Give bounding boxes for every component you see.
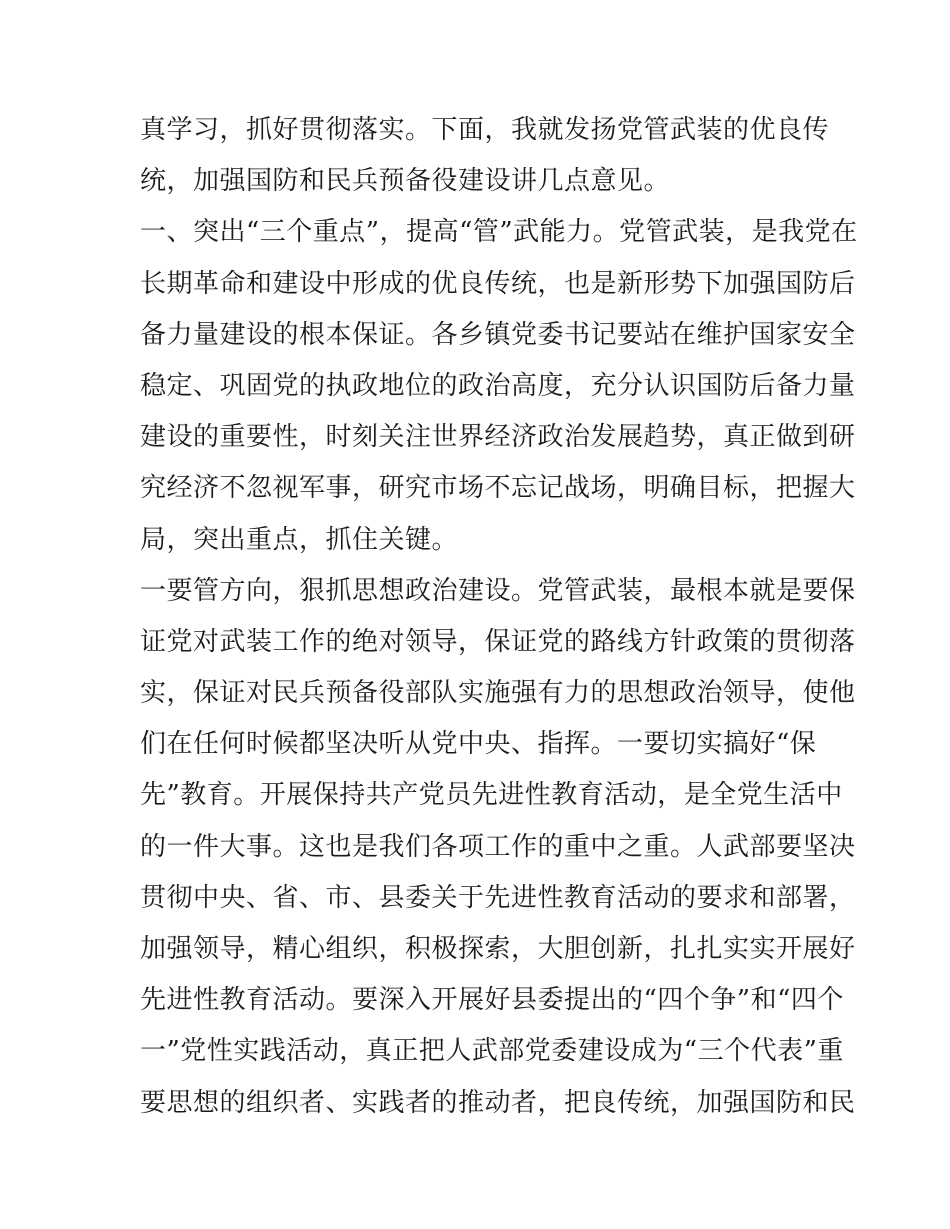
text-line-13: 们在任何时候都坚决听从党中央、指挥。一要切实搞好“保 [140,729,817,760]
text-line-20: 要思想的组织者、实践者的推动者，把良传统，加强国防和民 [140,1087,856,1118]
text-line-5: 备力量建设的根本保证。各乡镇党委书记要站在维护国家安全 [140,319,856,350]
text-line-14: 先”教育。开展保持共产党员先进性教育活动，是全党生活中 [140,780,843,811]
text-line-6: 稳定、巩固党的执政地位的政治高度，充分认识国防后备力量 [140,370,856,401]
text-line-9: 局，突出重点，抓住关键。 [140,524,459,555]
text-line-1: 真学习，抓好贯彻落实。下面，我就发扬党管武装的优良传 [140,115,830,145]
body-text [140,105,858,1129]
text-line-7: 建设的重要性，时刻关注世界经济政治发展趋势，真正做到研 [140,422,856,453]
text-line-12: 实，保证对民兵预备役部队实施强有力的思想政治领导，使他 [140,678,856,709]
text-line-4: 长期革命和建设中形成的优良传统，也是新形势下加强国防后 [140,268,856,299]
text-line-11: 证党对武装工作的绝对领导，保证党的路线方针政策的贯彻落 [140,626,856,657]
text-line-16: 贯彻中央、省、市、县委关于先进性教育活动的要求和部署， [140,882,856,913]
text-line-8: 究经济不忽视军事，研究市场不忘记战场，明确目标，把握大 [140,473,856,504]
text-line-18: 先进性教育活动。要深入开展好县委提出的“四个争”和“四个 [140,985,844,1016]
text-line-2: 统，加强国防和民兵预备役建设讲几点意见。 [140,166,671,197]
text-line-17: 加强领导，精心组织，积极探索，大胆创新，扎扎实实开展好 [140,934,856,964]
text-line-19: 一”党性实践活动，真正把人武部党委建设成为“三个代表”重 [140,1036,844,1067]
text-line-15: 的一件大事。这也是我们各项工作的重中之重。人武部要坚决 [140,831,856,862]
text-line-3: 一、突出“三个重点”，提高“管”武能力。党管武装，是我党在 [140,217,858,248]
text-line-10: 一要管方向，狠抓思想政治建设。党管武装，最根本就是要保 [140,575,856,606]
